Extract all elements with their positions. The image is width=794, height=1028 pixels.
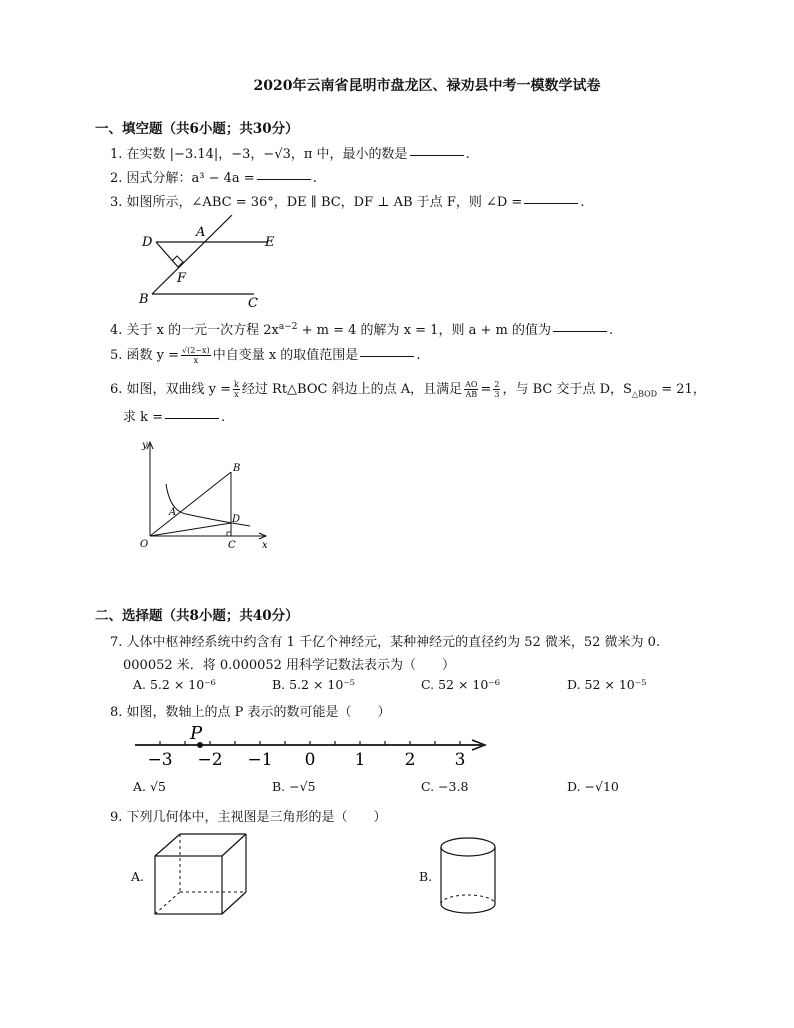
q1-text: 1. 在实数 |−3.14|，−3，−√3，π 中，最小的数是 <box>110 147 408 162</box>
q2-answer-blank[interactable] <box>257 178 311 180</box>
q6-frac3-den: 3 <box>494 390 500 399</box>
q3-figure <box>130 215 290 310</box>
q6-frac2-den: AB <box>465 390 478 399</box>
axis-tick-label: −2 <box>197 750 223 770</box>
question-3 <box>110 191 584 210</box>
section-1-heading: 一、填空题（共6小题；共30分） <box>95 121 299 137</box>
q1-end: . <box>465 147 470 162</box>
label-c: C <box>248 296 258 310</box>
label-c: C <box>228 540 236 551</box>
cube-figure <box>150 830 250 920</box>
cube-hidden-edge <box>155 892 180 914</box>
q6-text: 6. 如图，双曲线 y = <box>110 382 232 397</box>
segment-ob <box>150 472 231 536</box>
label-d: D <box>142 235 153 250</box>
label-d: D <box>232 514 241 525</box>
q6-fraction-k <box>233 380 240 399</box>
label-b: B <box>139 292 149 307</box>
q4-text-b: + m = 4 的解为 x = 1，则 a + m 的值为 <box>297 323 551 338</box>
q5-frac-den: x <box>193 356 199 365</box>
q6-text-d: = 21， <box>657 382 706 397</box>
label-a: A <box>196 225 206 240</box>
axis-tick-label: 1 <box>354 750 366 770</box>
q1-answer-blank[interactable] <box>410 154 464 156</box>
q6-line2-text: 求 k = <box>123 410 164 425</box>
cylinder-top <box>441 838 495 856</box>
q2-text: 2. 因式分解：a³ − 4a = <box>110 171 255 186</box>
q3-answer-blank[interactable] <box>524 202 578 204</box>
q7-option-d[interactable]: D. 52 × 10⁻⁵ <box>567 677 647 692</box>
q7-option-a[interactable]: A. 5.2 × 10⁻⁶ <box>133 677 216 692</box>
segment-od <box>150 523 231 536</box>
q6-fraction-ao-ab <box>464 380 478 399</box>
question-1 <box>110 143 470 162</box>
q6-frac1-den: x <box>234 390 239 399</box>
q8-option-b[interactable]: B. −√5 <box>272 779 316 794</box>
right-angle-mark <box>227 532 231 536</box>
question-7-line2: 000052 米．将 0.000052 用科学记数法表示为（ ） <box>123 658 456 673</box>
label-p: P <box>190 723 203 744</box>
cylinder-bottom-front <box>441 904 495 913</box>
q5-text-b: 中自变量 x 的取值范围是 <box>212 348 359 363</box>
q4-text: 4. 关于 x 的一元一次方程 2x <box>110 323 279 338</box>
section-2-heading: 二、选择题（共8小题；共40分） <box>95 608 299 624</box>
q6-answer-blank[interactable] <box>165 417 219 419</box>
q6-eq: = <box>480 382 492 397</box>
question-8: 8. 如图，数轴上的点 P 表示的数可能是（ ） <box>110 705 391 720</box>
label-a: A <box>169 507 177 518</box>
q4-end: . <box>608 323 614 338</box>
q6-fraction-2-3 <box>493 380 500 399</box>
q6-frac2-num: AO <box>465 380 478 389</box>
q5-fraction <box>181 346 211 365</box>
q6-figure <box>138 436 278 556</box>
question-2 <box>110 167 317 186</box>
q8-option-d[interactable]: D. −√10 <box>567 779 619 794</box>
q6-sub: △BOD <box>631 389 658 399</box>
q5-text: 5. 函数 y = <box>110 348 180 363</box>
label-b: B <box>233 463 241 474</box>
page-title: 2020年云南省昆明市盘龙区、禄劝县中考一模数学试卷 <box>253 78 601 94</box>
question-6-line2 <box>123 406 225 425</box>
axis-tick-label: −1 <box>247 750 273 770</box>
q3-end: . <box>580 195 585 210</box>
axis-tick-label: −3 <box>147 750 173 770</box>
q6-frac1-num: k <box>234 380 239 389</box>
cylinder-figure <box>438 835 502 921</box>
question-9: 9. 下列几何体中，主视图是三角形的是（ ） <box>110 810 387 825</box>
q3-text: 3. 如图所示，∠ABC = 36°，DE ∥ BC，DF ⊥ AB 于点 F，则 ∠D = <box>110 195 523 210</box>
label-x: x <box>262 540 268 551</box>
q6-end: . <box>221 410 226 425</box>
q9-option-b[interactable]: B. <box>419 869 433 884</box>
question-4 <box>110 319 613 338</box>
axis-tick-label: 3 <box>454 750 466 770</box>
cylinder-bottom-back <box>441 895 495 904</box>
line-df <box>156 242 178 267</box>
axis-tick-label: 2 <box>404 750 416 770</box>
cube-edge <box>222 892 246 914</box>
q8-option-a[interactable]: A. √5 <box>133 779 166 794</box>
q2-end: . <box>312 171 317 186</box>
q8-number-line <box>130 722 495 772</box>
line-ab <box>152 215 232 294</box>
q7-option-b[interactable]: B. 5.2 × 10⁻⁵ <box>272 677 355 692</box>
q8-option-c[interactable]: C. −3.8 <box>421 779 469 794</box>
q5-answer-blank[interactable] <box>360 355 414 357</box>
axis-tick-label: 0 <box>304 750 316 770</box>
question-6 <box>110 378 706 399</box>
label-y: y <box>142 440 148 451</box>
q4-answer-blank[interactable] <box>553 330 607 332</box>
question-5 <box>110 344 420 365</box>
q5-frac-num: √(2−x) <box>182 346 210 355</box>
q4-exponent: a−2 <box>278 322 298 332</box>
label-f: F <box>177 271 187 286</box>
q5-end: . <box>416 348 421 363</box>
q6-frac3-num: 2 <box>494 380 500 389</box>
q7-option-c[interactable]: C. 52 × 10⁻⁶ <box>421 677 500 692</box>
q9-option-a[interactable]: A. <box>131 869 145 884</box>
cube-edge <box>222 834 246 856</box>
cube-edge <box>155 834 180 856</box>
question-7-line1: 7. 人体中枢神经系统中约含有 1 千亿个神经元，某种神经元的直径约为 52 微米，52 微米为 0. <box>110 635 661 650</box>
q6-text-c: ，与 BC 交于点 D，S <box>502 382 632 397</box>
label-e: E <box>265 235 275 250</box>
label-o: O <box>140 539 149 550</box>
q6-text-b: 经过 Rt△BOC 斜边上的点 A，且满足 <box>241 382 463 397</box>
